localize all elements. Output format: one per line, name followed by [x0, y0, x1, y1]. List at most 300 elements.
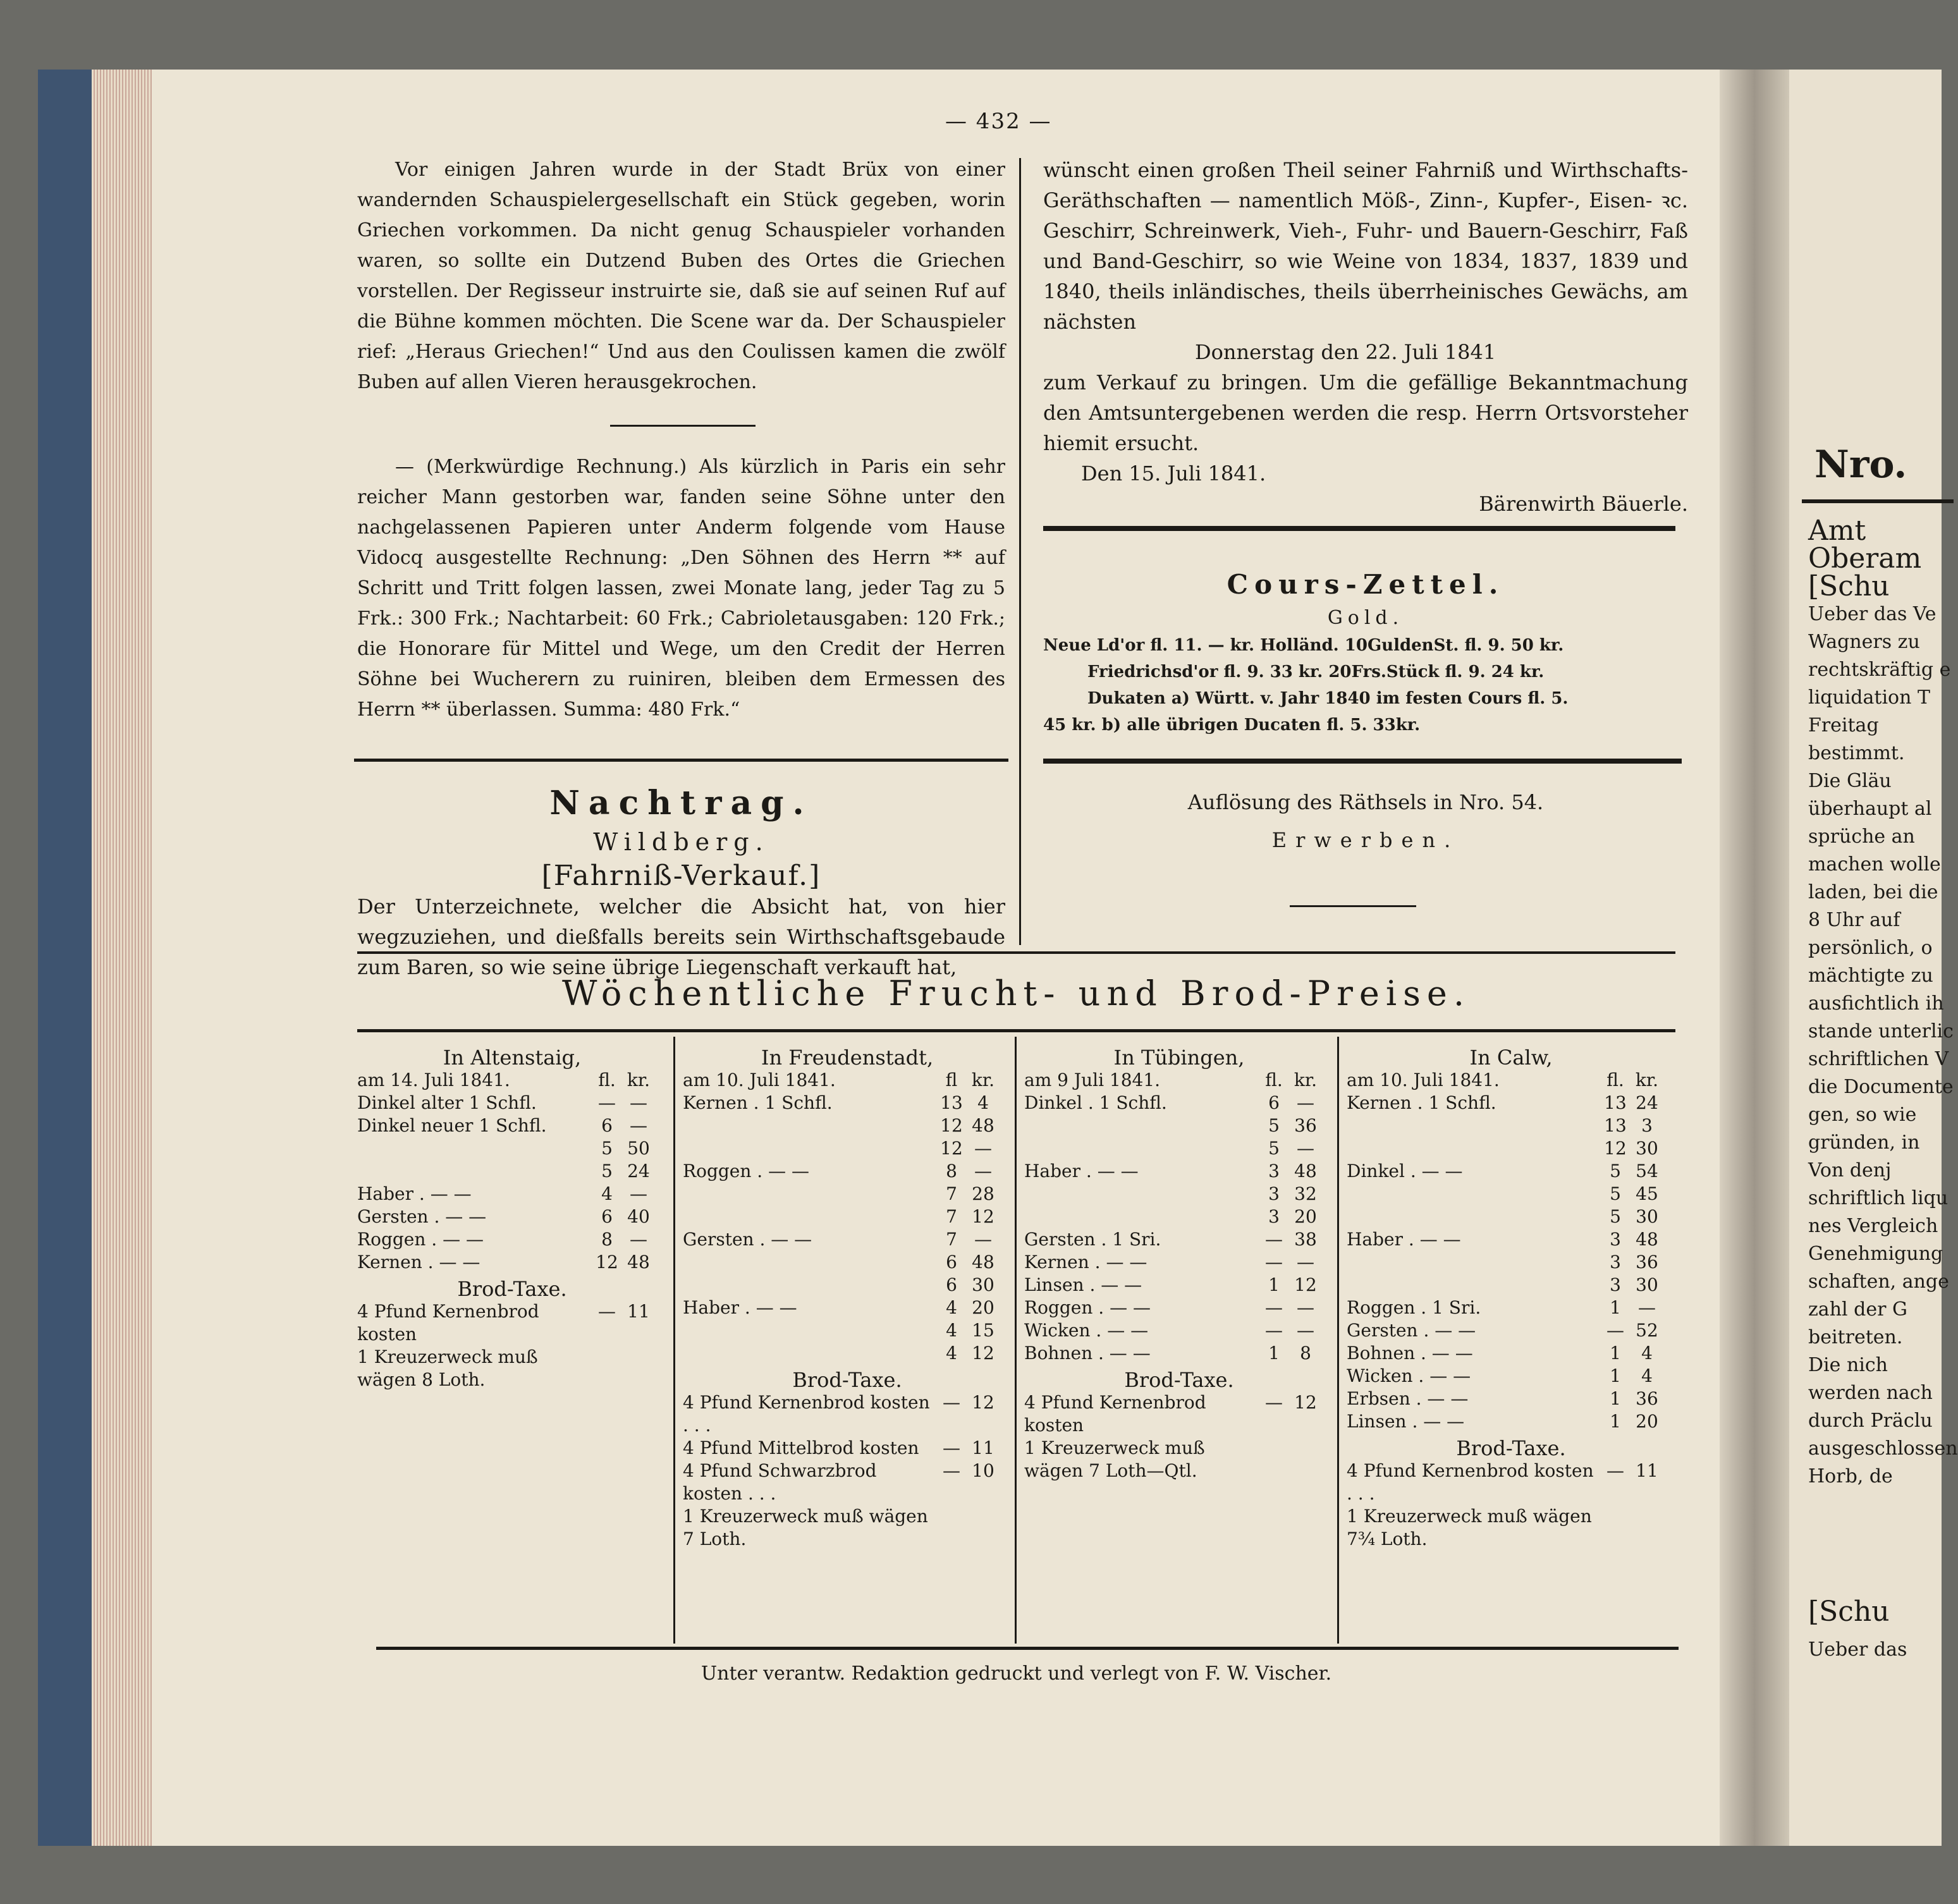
- price-kr: —: [630, 1229, 647, 1250]
- brod-label: 4 Pfund Kernenbrod kosten: [1024, 1392, 1206, 1436]
- market-date: am 9 Juli 1841.: [1024, 1070, 1161, 1090]
- price-kr: 12: [972, 1343, 994, 1364]
- price-row: [1024, 1137, 1334, 1160]
- price-fl: 5: [1268, 1138, 1280, 1159]
- price-row: [1347, 1342, 1675, 1365]
- price-row: [1024, 1319, 1334, 1342]
- next-page-line: überhaupt al: [1808, 798, 1932, 820]
- footer-imprint: Unter verantw. Redaktion gedruckt und verlegt von F. W. Vischer.: [701, 1663, 1332, 1685]
- brod-kr: 11: [1636, 1460, 1658, 1481]
- next-page-line: Ueber das Ve: [1808, 603, 1937, 625]
- price-row: [357, 1205, 667, 1228]
- price-fl: 1: [1610, 1388, 1621, 1409]
- price-row: [683, 1297, 1012, 1319]
- price-row: [1347, 1183, 1675, 1205]
- market-city: In Altenstaig,: [443, 1046, 582, 1070]
- brod-label: 1 Kreuzerweck muß wägen 8 Loth.: [357, 1346, 538, 1390]
- brod-row: [1024, 1391, 1334, 1437]
- next-page-line: schriftlichen V: [1808, 1048, 1949, 1070]
- price-kr: 30: [972, 1274, 994, 1295]
- next-page-bottom-line: Ueber das: [1808, 1639, 1907, 1661]
- next-page-line: Horb, de: [1808, 1465, 1893, 1487]
- rechnung-paragraph: — (Merkwürdige Rechnung.) Als kürzlich in Paris ein sehr reicher Mann gestorben war, fanden seine Söhne unter den nachgelassenen Papieren unter Anderm folgende vom Hause Vidocq ausgestellte Rechnung: „Den Söhnen des Herrn ** auf Schritt und Tritt folgen lassen, zwei Monate lang, jeder Tag zu 5 Frk.: 300 Frk.; Nachtarbeit: 60 Frk.; Cabrioletausgaben: 120 Frk.; die Honorare für Mittel und Wege, um den Credit der Herren Söhne bei Wucherern zu ruiniren, bleiben dem Ermessen des Herrn ** überlassen. Summa: 480 Frk.“: [357, 456, 1005, 721]
- grain-label: Kernen . 1 Schfl.: [683, 1092, 833, 1113]
- next-page-line: Freitag: [1808, 714, 1879, 736]
- price-fl: 3: [1610, 1252, 1621, 1272]
- kr-header: kr.: [971, 1070, 995, 1090]
- price-kr: —: [974, 1229, 992, 1250]
- price-fl: 13: [1604, 1092, 1627, 1113]
- market-date: am 10. Juli 1841.: [683, 1070, 836, 1090]
- next-page-line: stande unterlic: [1808, 1020, 1954, 1042]
- brod-label: 4 Pfund Mittelbrod kosten: [683, 1437, 919, 1458]
- price-kr: —: [974, 1161, 992, 1181]
- market-separator: [1337, 1037, 1339, 1644]
- brod-label: 4 Pfund Kernenbrod kosten . . .: [1347, 1460, 1594, 1504]
- price-kr: 20: [972, 1297, 994, 1318]
- next-page-masthead: Nro.: [1814, 442, 1907, 487]
- market-date: am 14. Juli 1841.: [357, 1070, 510, 1090]
- price-fl: 12: [940, 1138, 963, 1159]
- brod-fl: [1258, 1437, 1290, 1482]
- price-kr: 12: [1294, 1274, 1317, 1295]
- price-fl: 5: [601, 1161, 613, 1181]
- grain-label: Dinkel alter 1 Schfl.: [357, 1092, 537, 1113]
- brod-row: [683, 1437, 1012, 1460]
- price-fl: 7: [946, 1183, 957, 1204]
- next-page-line: die Documente: [1808, 1076, 1954, 1098]
- price-fl: 12: [1604, 1138, 1627, 1159]
- price-fl: 6: [601, 1206, 613, 1227]
- right-column: [1043, 155, 1688, 519]
- next-page-line: mächtigte zu: [1808, 965, 1933, 987]
- next-page-line: machen wolle: [1808, 853, 1941, 876]
- price-fl: —: [598, 1092, 616, 1113]
- price-kr: —: [1297, 1138, 1314, 1159]
- grain-label: [683, 1183, 936, 1205]
- brod-fl: —: [1606, 1460, 1624, 1481]
- grain-label: Haber . — —: [357, 1183, 472, 1204]
- next-page-line: schaften, ange: [1808, 1271, 1949, 1293]
- cours-line: 45 kr. b) alle übrigen Ducaten fl. 5. 33kr.: [1043, 716, 1421, 735]
- price-row: [683, 1160, 1012, 1183]
- price-row: [1024, 1114, 1334, 1137]
- market-city: In Calw,: [1469, 1046, 1553, 1070]
- brod-fl: —: [943, 1437, 960, 1458]
- market-3: [1347, 1046, 1675, 1551]
- price-fl: 6: [1268, 1092, 1280, 1113]
- grain-label: Linsen . — —: [1024, 1274, 1142, 1295]
- price-kr: 48: [972, 1252, 994, 1272]
- price-fl: —: [1606, 1320, 1624, 1341]
- price-kr: —: [630, 1183, 647, 1204]
- brod-row: [357, 1300, 667, 1346]
- next-page-line: laden, bei die: [1808, 881, 1938, 903]
- grain-label: [1347, 1205, 1600, 1228]
- price-kr: 36: [1294, 1115, 1317, 1136]
- price-fl: 12: [596, 1252, 618, 1272]
- price-fl: 13: [940, 1092, 963, 1113]
- price-kr: 50: [627, 1138, 650, 1159]
- brod-fl: —: [1265, 1392, 1283, 1413]
- price-kr: —: [974, 1138, 992, 1159]
- kr-header: kr.: [1294, 1070, 1318, 1090]
- price-fl: 3: [1268, 1206, 1280, 1227]
- price-fl: 6: [946, 1274, 957, 1295]
- place-heading: Wildberg.: [593, 828, 769, 856]
- price-fl: —: [1265, 1297, 1283, 1318]
- grain-label: Kernen . — —: [1024, 1252, 1147, 1272]
- grain-label: Linsen . — —: [1347, 1411, 1465, 1432]
- next-page-line: rechtskräftig e: [1808, 659, 1951, 681]
- grain-label: Dinkel . — —: [1347, 1161, 1463, 1181]
- next-page-line: werden nach: [1808, 1382, 1933, 1404]
- price-kr: 4: [1641, 1343, 1653, 1364]
- grain-label: [683, 1251, 936, 1274]
- brod-label: 4 Pfund Kernenbrod kosten . . .: [683, 1392, 930, 1436]
- next-page-line: Amt: [1808, 515, 1866, 547]
- brod-kr: [967, 1505, 999, 1551]
- price-fl: 1: [1610, 1365, 1621, 1386]
- price-fl: 5: [1610, 1206, 1621, 1227]
- gold-heading: Gold.: [1327, 607, 1404, 629]
- next-page-line: 8 Uhr auf: [1808, 909, 1900, 931]
- brod-kr: 11: [627, 1301, 650, 1322]
- price-row: [1347, 1114, 1675, 1137]
- grain-label: Roggen . — —: [1024, 1297, 1151, 1318]
- brod-label: 1 Kreuzerweck muß wägen 7¾ Loth.: [1347, 1506, 1592, 1549]
- price-row: [1347, 1388, 1675, 1410]
- brod-row: [683, 1391, 1012, 1437]
- grain-label: Gersten . 1 Sri.: [1024, 1229, 1161, 1250]
- next-page-line: bestimmt.: [1808, 742, 1905, 764]
- price-kr: 20: [1294, 1206, 1317, 1227]
- price-row: [357, 1092, 667, 1114]
- grain-label: [357, 1137, 591, 1160]
- grain-label: [1347, 1251, 1600, 1274]
- next-page-line: liquidation T: [1808, 687, 1930, 709]
- price-row: [1347, 1297, 1675, 1319]
- prices-bottom-rule: [376, 1647, 1679, 1650]
- cours-lines: [1043, 632, 1688, 738]
- fl-header: fl: [945, 1070, 958, 1090]
- price-fl: —: [1265, 1320, 1283, 1341]
- price-row: [1347, 1092, 1675, 1114]
- grain-label: Wicken . — —: [1347, 1365, 1471, 1386]
- brod-row: [357, 1346, 667, 1391]
- price-fl: 3: [1610, 1229, 1621, 1250]
- cours-heading: Cours-Zettel.: [1227, 569, 1505, 600]
- price-fl: 5: [1268, 1115, 1280, 1136]
- price-kr: 30: [1636, 1138, 1658, 1159]
- price-kr: —: [1297, 1252, 1314, 1272]
- price-fl: 4: [601, 1183, 613, 1204]
- brod-taxe-heading: Brod-Taxe.: [457, 1277, 567, 1301]
- next-page-line: Wagners zu: [1808, 631, 1920, 653]
- price-kr: 45: [1636, 1183, 1658, 1204]
- price-row: [683, 1274, 1012, 1297]
- price-row: [683, 1137, 1012, 1160]
- brod-kr: 10: [972, 1460, 994, 1481]
- price-kr: 20: [1636, 1411, 1658, 1432]
- grain-label: Roggen . — —: [357, 1229, 484, 1250]
- price-row: [357, 1228, 667, 1251]
- grain-label: [1024, 1205, 1258, 1228]
- market-separator: [673, 1037, 675, 1644]
- grain-label: [1347, 1114, 1600, 1137]
- price-kr: 15: [972, 1320, 994, 1341]
- price-fl: 8: [946, 1161, 957, 1181]
- price-kr: 52: [1636, 1320, 1658, 1341]
- market-city: In Tübingen,: [1113, 1046, 1245, 1070]
- price-row: [1024, 1160, 1334, 1183]
- next-page-line: ausgeschlossen: [1808, 1437, 1958, 1460]
- price-kr: 32: [1294, 1183, 1317, 1204]
- brod-taxe-heading: Brod-Taxe.: [792, 1368, 902, 1392]
- price-row: [1347, 1365, 1675, 1388]
- brod-fl: —: [943, 1392, 960, 1413]
- price-row: [1347, 1205, 1675, 1228]
- brod-fl: —: [598, 1301, 616, 1322]
- price-fl: 1: [1268, 1274, 1280, 1295]
- kr-header: kr.: [627, 1070, 651, 1090]
- price-row: [357, 1183, 667, 1205]
- cours-line: Neue Ld'or fl. 11. — kr. Holländ. 10GuldenSt. fl. 9. 50 kr.: [1043, 636, 1564, 655]
- price-fl: 3: [1610, 1274, 1621, 1295]
- price-row: [1347, 1228, 1675, 1251]
- brod-kr: [1631, 1505, 1663, 1551]
- next-page-line: beitreten.: [1808, 1326, 1903, 1348]
- price-kr: —: [630, 1115, 647, 1136]
- price-fl: 1: [1610, 1297, 1621, 1318]
- price-row: [1024, 1342, 1334, 1365]
- price-row: [1024, 1297, 1334, 1319]
- price-row: [357, 1114, 667, 1137]
- price-fl: 1: [1610, 1343, 1621, 1364]
- price-row: [683, 1114, 1012, 1137]
- price-row: [357, 1137, 667, 1160]
- price-fl: 1: [1268, 1343, 1280, 1364]
- notice-dated: Den 15. Juli 1841.: [1081, 461, 1266, 485]
- price-row: [683, 1228, 1012, 1251]
- price-kr: 30: [1636, 1274, 1658, 1295]
- brod-label: 1 Kreuzerweck muß wägen 7 Loth—Qtl.: [1024, 1437, 1205, 1481]
- price-kr: 12: [972, 1206, 994, 1227]
- raetsel-divider: [1290, 905, 1416, 907]
- next-page-line: Oberam: [1808, 542, 1922, 575]
- price-row: [683, 1251, 1012, 1274]
- price-fl: 4: [946, 1297, 957, 1318]
- kr-header: kr.: [1635, 1070, 1659, 1090]
- price-fl: 6: [601, 1115, 613, 1136]
- next-page-line: zahl der G: [1808, 1298, 1907, 1321]
- grain-label: Wicken . — —: [1024, 1320, 1149, 1341]
- brod-label: 1 Kreuzerweck muß wägen 7 Loth.: [683, 1506, 928, 1549]
- brod-kr: [1290, 1437, 1321, 1482]
- notice-date-line: Donnerstag den 22. Juli 1841: [1195, 340, 1496, 364]
- next-page-line: gen, so wie: [1808, 1104, 1917, 1126]
- price-kr: 30: [1636, 1206, 1658, 1227]
- price-row: [1024, 1092, 1334, 1114]
- next-page-line: sprüche an: [1808, 826, 1915, 848]
- next-page-line: nes Vergleich: [1808, 1215, 1938, 1237]
- book-gutter: [1720, 70, 1789, 1846]
- price-row: [1024, 1251, 1334, 1274]
- price-kr: —: [1638, 1297, 1656, 1318]
- brod-kr: 11: [972, 1437, 994, 1458]
- grain-label: [683, 1114, 936, 1137]
- price-kr: 4: [1641, 1365, 1653, 1386]
- price-row: [1347, 1137, 1675, 1160]
- grain-label: Haber . — —: [683, 1297, 797, 1318]
- price-row: [683, 1205, 1012, 1228]
- price-row: [1347, 1410, 1675, 1433]
- price-row: [683, 1342, 1012, 1365]
- brod-fl: [1600, 1505, 1631, 1551]
- grain-label: Dinkel . 1 Schfl.: [1024, 1092, 1167, 1113]
- price-kr: 4: [977, 1092, 989, 1113]
- brod-fl: [591, 1346, 623, 1391]
- price-kr: 48: [1636, 1229, 1658, 1250]
- next-page-line: persönlich, o: [1808, 937, 1933, 959]
- price-row: [1024, 1274, 1334, 1297]
- prices-heading-rule: [357, 1029, 1675, 1032]
- left-column: [357, 155, 1005, 398]
- next-page-line: Genehmigung: [1808, 1243, 1943, 1265]
- column-divider: [1019, 158, 1021, 945]
- cours-top-rule: [1043, 526, 1675, 531]
- price-kr: 40: [627, 1206, 650, 1227]
- next-page-line: Von denj: [1808, 1159, 1892, 1181]
- raetsel-answer: Erwerben.: [1271, 828, 1460, 852]
- grain-label: Gersten . — —: [357, 1206, 487, 1227]
- grain-label: [1347, 1137, 1600, 1160]
- price-kr: 38: [1294, 1229, 1317, 1250]
- short-divider: [610, 425, 756, 427]
- page-edges: [92, 70, 155, 1846]
- fl-header: fl.: [1265, 1070, 1283, 1090]
- price-fl: —: [1265, 1252, 1283, 1272]
- grain-label: Gersten . — —: [683, 1229, 812, 1250]
- brod-row: [1347, 1505, 1675, 1551]
- grain-label: Roggen . — —: [683, 1161, 809, 1181]
- price-fl: 8: [601, 1229, 613, 1250]
- brod-label: 4 Pfund Schwarzbrod kosten . . .: [683, 1460, 877, 1504]
- prices-heading: Wöchentliche Frucht- und Brod-Preise.: [561, 973, 1471, 1013]
- next-page: [1789, 70, 1958, 1846]
- notice-title: [Fahrniß-Verkauf.]: [541, 860, 821, 892]
- brod-kr: 12: [1294, 1392, 1317, 1413]
- next-page-line: [Schu: [1808, 570, 1890, 602]
- brod-row: [683, 1460, 1012, 1505]
- price-kr: 3: [1641, 1115, 1653, 1136]
- grain-label: Erbsen . — —: [1347, 1388, 1469, 1409]
- price-row: [357, 1160, 667, 1183]
- grain-label: Bohnen . — —: [1347, 1343, 1473, 1364]
- price-fl: 1: [1610, 1411, 1621, 1432]
- notice-continuation: wünscht einen großen Theil seiner Fahrniß und Wirthschafts-Geräthschaften — namentlich Möß-, Zinn-, Kupfer-, Eisen- ꝛc. Geschirr, Schreinwerk, Vieh-, Fuhr- und Bauern-Geschirr, Faß und Band-Geschirr, so wie Weine von 1834, 1837, 1839 und 1840, theils inländisches, theils überrheinisches Gewächs, am nächsten: [1043, 158, 1688, 334]
- next-page-line: gründen, in: [1808, 1132, 1920, 1154]
- next-page-line: Die Gläu: [1808, 770, 1892, 792]
- grain-label: [1347, 1183, 1600, 1205]
- price-row: [1024, 1183, 1334, 1205]
- price-fl: 5: [1610, 1183, 1621, 1204]
- cours-line: Friedrichsd'or fl. 9. 33 kr. 20Frs.Stück fl. 9. 24 kr.: [1087, 662, 1545, 681]
- price-row: [683, 1183, 1012, 1205]
- notice-paragraph: Der Unterzeichnete, welcher die Absicht hat, von hier wegzuziehen, und dießfalls bereits sein Wirthschaftsgebaude zum Baren, so wie seine übrige Liegenschaft verkauft hat,: [357, 894, 1005, 979]
- grain-label: Haber . — —: [1347, 1229, 1461, 1250]
- brod-kr: 12: [972, 1392, 994, 1413]
- grain-label: [683, 1205, 936, 1228]
- price-row: [1347, 1319, 1675, 1342]
- price-kr: 24: [627, 1161, 650, 1181]
- price-kr: 48: [627, 1252, 650, 1272]
- price-row: [1024, 1205, 1334, 1228]
- price-kr: 24: [1636, 1092, 1658, 1113]
- grain-label: [683, 1342, 936, 1365]
- prices-top-rule: [357, 951, 1675, 954]
- grain-label: [1347, 1274, 1600, 1297]
- grain-label: Kernen . 1 Schfl.: [1347, 1092, 1496, 1113]
- price-kr: —: [1297, 1297, 1314, 1318]
- price-kr: 48: [1294, 1161, 1317, 1181]
- brod-label: 4 Pfund Kernenbrod kosten: [357, 1301, 539, 1345]
- brod-taxe-heading: Brod-Taxe.: [1124, 1368, 1234, 1392]
- market-1: [683, 1046, 1012, 1551]
- price-row: [683, 1319, 1012, 1342]
- rechnung-block: [357, 452, 1005, 725]
- market-city: In Freudenstadt,: [761, 1046, 934, 1070]
- brod-kr: [623, 1346, 654, 1391]
- price-row: [1347, 1274, 1675, 1297]
- price-fl: 5: [1610, 1161, 1621, 1181]
- brod-row: [1024, 1437, 1334, 1482]
- grain-label: [1024, 1183, 1258, 1205]
- price-fl: 3: [1268, 1183, 1280, 1204]
- brod-fl: —: [943, 1460, 960, 1481]
- grain-label: Gersten . — —: [1347, 1320, 1476, 1341]
- price-fl: 13: [1604, 1115, 1627, 1136]
- grain-label: [683, 1319, 936, 1342]
- price-row: [1024, 1228, 1334, 1251]
- next-page-line: durch Präclu: [1808, 1410, 1933, 1432]
- price-fl: 3: [1268, 1161, 1280, 1181]
- market-2: [1024, 1046, 1334, 1482]
- price-kr: 8: [1300, 1343, 1311, 1364]
- price-fl: 4: [946, 1320, 957, 1341]
- grain-label: [683, 1137, 936, 1160]
- price-row: [1347, 1160, 1675, 1183]
- fl-header: fl.: [598, 1070, 616, 1090]
- grain-label: Roggen . 1 Sri.: [1347, 1297, 1481, 1318]
- fl-header: fl.: [1606, 1070, 1624, 1090]
- price-kr: —: [1297, 1092, 1314, 1113]
- next-page-line: schriftlich liqu: [1808, 1187, 1949, 1209]
- raetsel-title: Auflösung des Räthsels in Nro. 54.: [1187, 790, 1544, 814]
- price-kr: 28: [972, 1183, 994, 1204]
- price-kr: 36: [1636, 1252, 1658, 1272]
- price-row: [1347, 1251, 1675, 1274]
- notice-signature: Bärenwirth Bäuerle.: [1479, 492, 1688, 516]
- grain-label: [1024, 1114, 1258, 1137]
- price-fl: 7: [946, 1206, 957, 1227]
- brod-row: [1347, 1460, 1675, 1505]
- grain-label: Bohnen . — —: [1024, 1343, 1151, 1364]
- price-kr: —: [1297, 1320, 1314, 1341]
- grain-label: Haber . — —: [1024, 1161, 1139, 1181]
- cours-line: Dukaten a) Württ. v. Jahr 1840 im festen Cours fl. 5.: [1087, 689, 1569, 708]
- section-rule: [354, 759, 1008, 762]
